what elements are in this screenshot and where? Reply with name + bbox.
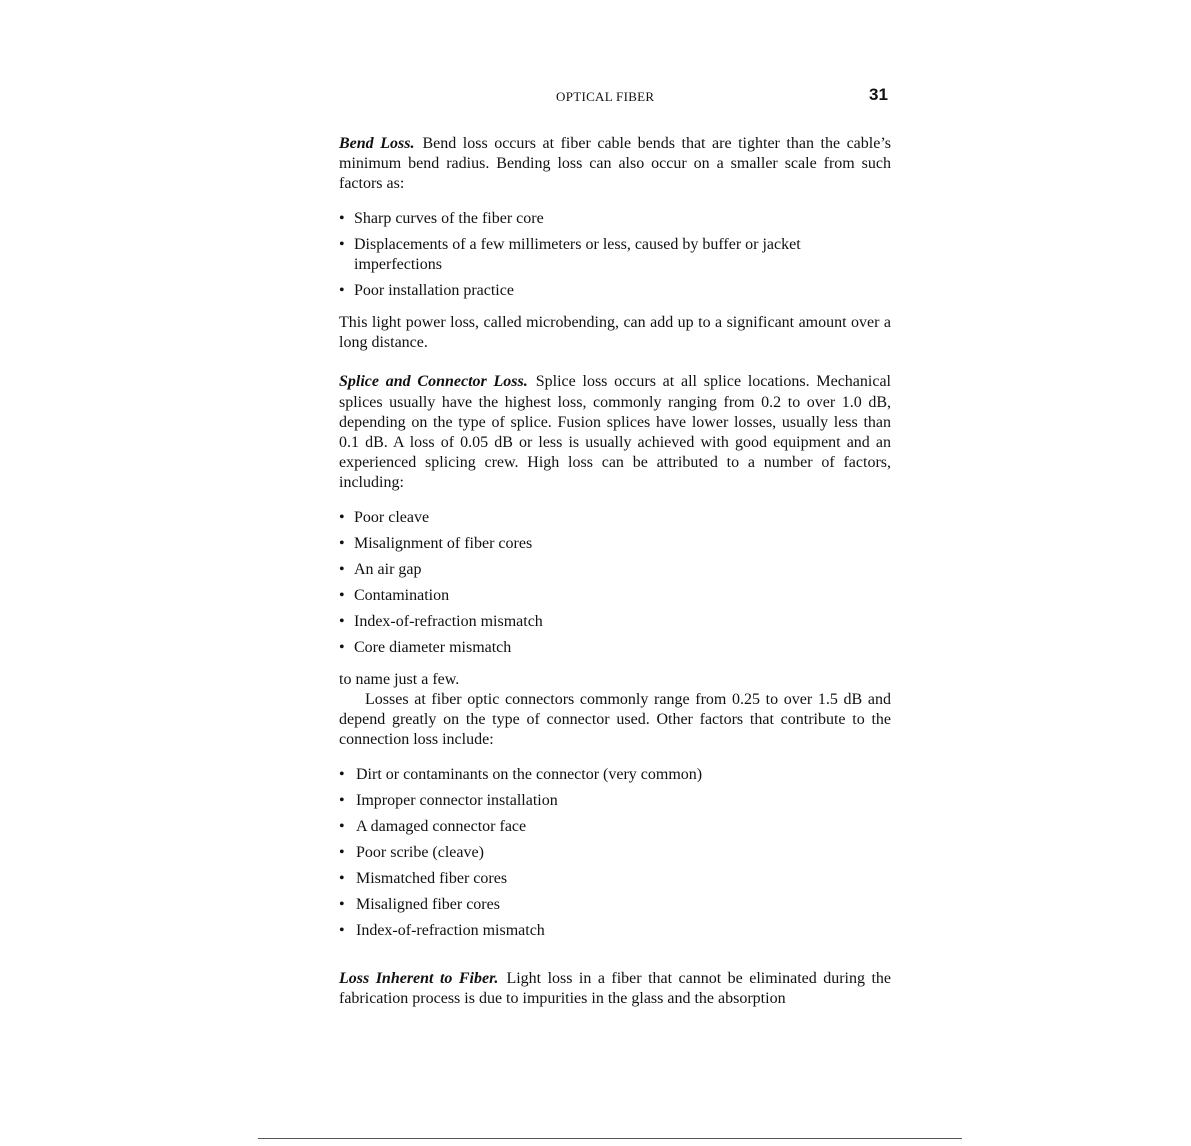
list-item: • Index-of-refraction mismatch	[339, 921, 891, 941]
list-item: • Improper connector installation	[339, 791, 891, 811]
bend-loss-paragraph	[339, 134, 891, 195]
splice-loss-heading: Splice and Connector Loss.	[339, 373, 528, 391]
list-item: • Displacements of a few millimeters or less, caused by buffer or jacket imperfections	[339, 235, 891, 275]
body-text	[339, 134, 891, 1009]
list-item: • Index-of-refraction mismatch	[339, 612, 891, 632]
after-list-text: to name just a few.	[339, 670, 460, 688]
inherent-loss-paragraph	[339, 969, 891, 1009]
list-item: • Poor scribe (cleave)	[339, 843, 891, 863]
connector-loss-paragraph: Losses at fiber optic connectors commonly range from 0.25 to over 1.5 dB and depend greatly on the type of connector used. Other factors that contribute to the connection loss include:	[339, 691, 891, 749]
splice-loss-factors-list	[339, 508, 891, 658]
list-item: • Misalignment of fiber cores	[339, 534, 891, 554]
bend-loss-factors-list	[339, 209, 891, 301]
bottom-rule-divider	[258, 1138, 962, 1139]
inherent-loss-text: Light loss in a fiber that cannot be eliminated during the fabrication process is due to impurities in the glass and the absorption	[339, 969, 892, 1008]
splice-loss-paragraph	[339, 372, 891, 493]
microbending-paragraph: This light power loss, called microbending, can add up to a significant amount over a long distance.	[339, 314, 891, 352]
list-item: • Poor installation practice	[339, 281, 891, 301]
page-number: 31	[869, 85, 888, 104]
bend-loss-heading: Bend Loss.	[339, 135, 415, 152]
splice-loss-intro: Splice loss occurs at all splice locations. Mechanical splices usually have the highest loss, commonly ranging from 0.2 to over 1.0 dB, depending on the type of splice. Fusion splices have lower losses, usually less than 0.1 dB. A loss of 0.05 dB or less is usually achieved with good equipment and an experienced splicing crew. High loss can be attributed to a number of factors, including:	[339, 373, 891, 492]
list-item: • Dirt or contaminants on the connector (very common)	[339, 765, 891, 785]
inherent-loss-heading: Loss Inherent to Fiber.	[339, 969, 499, 987]
connector-loss-factors-list	[339, 765, 891, 941]
list-item: • An air gap	[339, 560, 891, 580]
list-item: • Sharp curves of the fiber core	[339, 209, 891, 229]
bend-loss-intro: Bend loss occurs at fiber cable bends that are tighter than the cable’s minimum bend radius. Bending loss can also occur on a smaller scale from such factors as:	[339, 135, 892, 193]
list-item: • Misaligned fiber cores	[339, 895, 891, 915]
list-item: • Core diameter mismatch	[339, 638, 891, 658]
list-item: • Poor cleave	[339, 508, 891, 528]
list-item: • A damaged connector face	[339, 817, 891, 837]
list-item: • Contamination	[339, 586, 891, 606]
running-head: OPTICAL FIBER	[556, 89, 655, 104]
list-item: • Mismatched fiber cores	[339, 869, 891, 889]
